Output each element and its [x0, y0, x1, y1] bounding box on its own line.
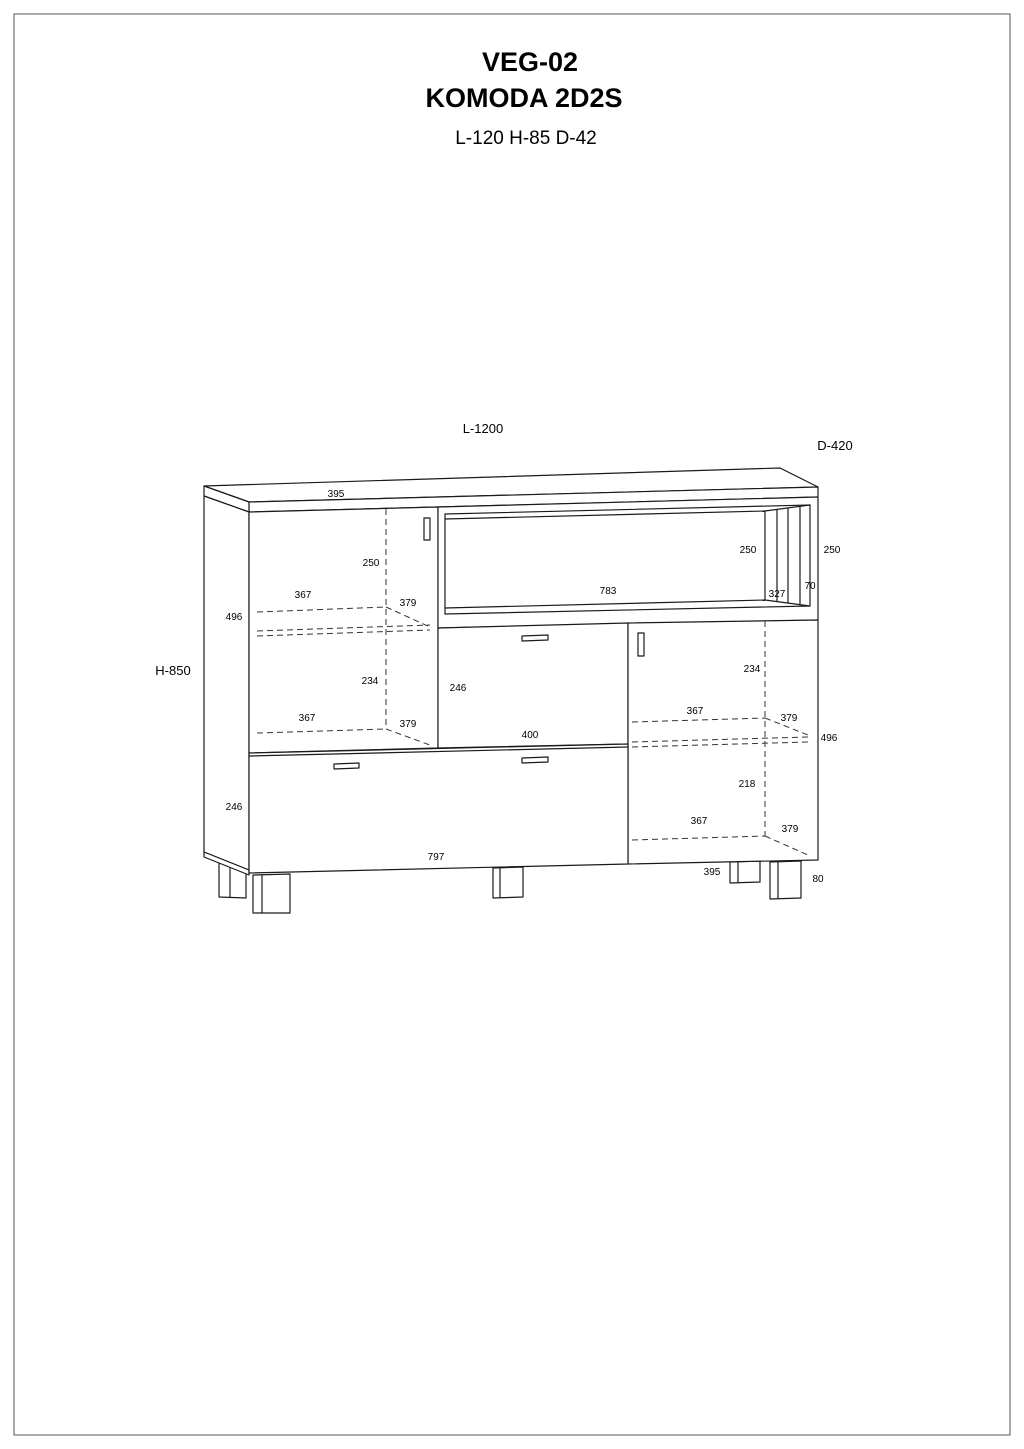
left-side-panel	[204, 496, 249, 870]
dim-open-shelf-width: 783	[599, 586, 617, 597]
dim-left-shelf-depth: 367	[294, 590, 312, 601]
dim-middle-drawer-height: 246	[449, 683, 467, 694]
dim-left-door-height: 496	[225, 612, 243, 623]
dim-leg-height: 80	[812, 874, 824, 885]
overall-length-label: L-1200	[462, 421, 504, 436]
dresser-drawing	[204, 468, 818, 913]
dim-middle-drawer-width: 400	[521, 730, 539, 741]
overall-depth-label: D-420	[817, 438, 853, 453]
product-name-title: KOMODA 2D2S	[425, 83, 623, 113]
dim-open-shelf-depth: 327	[768, 589, 786, 600]
dim-left-lower-height: 234	[361, 676, 379, 687]
dim-bottom-drawer-height: 246	[225, 802, 243, 813]
dim-right-lower-height: 218	[738, 779, 756, 790]
dim-left-shelf-side: 379	[399, 598, 417, 609]
dim-right-shelf-depth: 367	[686, 706, 704, 717]
dim-open-shelf-thickness: 70	[804, 581, 816, 592]
dim-right-shelf-side: 379	[780, 713, 798, 724]
dim-left-bottom-depth: 367	[298, 713, 316, 724]
right-door-handle	[638, 633, 644, 656]
overall-height-label: H-850	[155, 663, 191, 678]
dim-leg-depth: 395	[703, 867, 721, 878]
dim-right-upper-height: 234	[743, 664, 761, 675]
left-door-handle	[424, 518, 430, 540]
dim-right-bottom-depth: 367	[690, 816, 708, 827]
dim-right-bottom-side: 379	[781, 824, 799, 835]
summary-dimensions: L-120 H-85 D-42	[455, 128, 597, 149]
front-left-leg	[253, 874, 290, 913]
dim-left-shelf-height: 250	[362, 558, 380, 569]
back-right-leg	[730, 861, 760, 883]
dim-top-width: 395	[327, 489, 345, 500]
bottom-drawer-handle-right	[522, 757, 548, 763]
middle-leg	[493, 867, 523, 898]
dim-open-shelf-outer-height: 250	[823, 545, 841, 556]
front-right-leg	[770, 861, 801, 899]
model-code-title: VEG-02	[481, 47, 579, 77]
dim-open-shelf-inner-height: 250	[739, 545, 757, 556]
middle-drawer-handle	[522, 635, 548, 641]
bottom-drawer-handle-left	[334, 763, 359, 769]
dim-left-bottom-side: 379	[399, 719, 417, 730]
dim-right-door-height: 496	[820, 733, 838, 744]
dim-bottom-drawer-width: 797	[427, 852, 445, 863]
open-shelf-frame	[438, 497, 818, 628]
